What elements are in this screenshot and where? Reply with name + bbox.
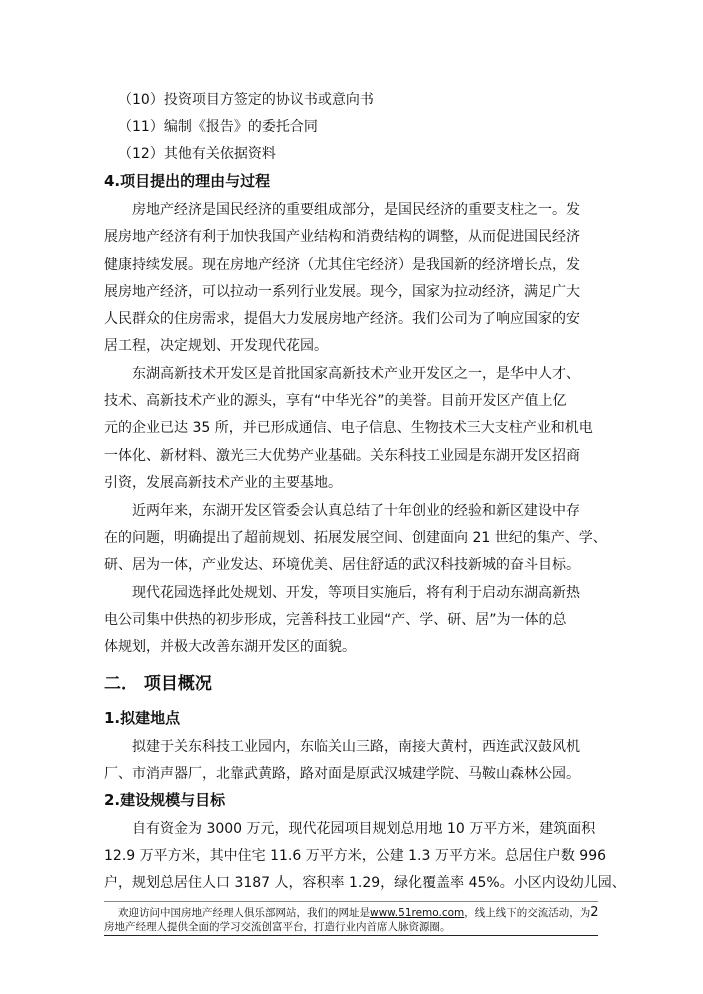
paragraph-line: 户，规划总居住人口 3187 人，容积率 1.29，绿化覆盖率 45%。小区内设幼儿园、 — [104, 875, 626, 891]
list-item: （10）投资项目方签定的协议书或意向书 — [118, 92, 374, 108]
paragraph-line: 元的企业已达 35 所，并已形成通信、电子信息、生物技术三大支柱产业和机电 — [104, 420, 593, 436]
paragraph-line: 展房地产经济，可以拉动一系列行业发展。现今，国家为拉动经济，满足广大 — [104, 284, 580, 300]
footer-text: ，线上线下的交流活动，为 — [464, 907, 591, 919]
paragraph-line: 技术、高新技术产业的源头，享有“中华光谷”的美誉。目前开发区产值上亿 — [104, 393, 567, 409]
paragraph-line: 自有资金为 3000 万元，现代花园项目规划总用地 10 万平方米，建筑面积 — [132, 821, 596, 837]
paragraph-line: 人民群众的住房需求，提倡大力发展房地产经济。我们公司为了响应国家的安 — [104, 311, 580, 327]
paragraph-line: 居工程，决定规划、开发现代花园。 — [104, 338, 328, 354]
footer-bottom-rule — [104, 935, 598, 936]
footer-text: 欢迎访问中国房地产经理人俱乐部网站，我们的网址是 — [118, 907, 370, 919]
list-item: （12）其他有关依据资料 — [118, 146, 276, 162]
paragraph-line: 房地产经济是国民经济的重要组成部分，是国民经济的重要支柱之一。发 — [132, 202, 580, 218]
paragraph-line: 展房地产经济有利于加快我国产业结构和消费结构的调整，从而促进国民经济 — [104, 229, 580, 245]
footer-line — [118, 906, 599, 920]
paragraph-line: 研、居为一体，产业发达、环境优美、居住舒适的武汉科技新城的奋斗目标。 — [104, 557, 580, 573]
paragraph-line: 厂、市消声器厂，北靠武黄路，路对面是原武汉城建学院、马鞍山森林公园。 — [104, 766, 580, 782]
footer-line: 房地产经理人提供全面的学习交流创富平台，打造行业内首席人脉资源圈。 — [104, 921, 451, 933]
page-number: 2 — [590, 905, 599, 920]
paragraph-line: 健康持续发展。现在房地产经济（尤其住宅经济）是我国新的经济增长点，发 — [104, 257, 580, 273]
paragraph-line: 近两年来，东湖开发区管委会认真总结了十年创业的经验和新区建设中存 — [132, 503, 580, 519]
paragraph-line: 电公司集中供热的初步形成，完善科技工业园“产、学、研、居”为一体的总 — [104, 612, 567, 628]
paragraph-line: 在的问题，明确提出了超前规划、拓展发展空间、创建面向 21 世纪的集产、学、 — [104, 530, 607, 546]
paragraph-line: 东湖高新技术开发区是首批国家高新技术产业开发区之一，是华中人才、 — [132, 366, 580, 382]
paragraph-line: 12.9 万平方米，其中住宅 11.6 万平方米，公建 1.3 万平方米。总居住户数 996 — [104, 848, 607, 864]
list-item: （11）编制《报告》的委托合同 — [118, 119, 318, 135]
subsection-heading: 1.拟建地点 — [104, 709, 181, 727]
section-heading: 4.项目提出的理由与过程 — [104, 172, 271, 190]
chapter-heading: 二． 项目概况 — [104, 674, 212, 694]
subsection-heading: 2.建设规模与目标 — [104, 791, 226, 809]
paragraph-line: 体规划，并极大改善东湖开发区的面貌。 — [104, 639, 356, 655]
paragraph-line: 拟建于关东科技工业园内，东临关山三路，南接大黄村，西连武汉鼓风机 — [132, 739, 580, 755]
paragraph-line: 一体化、新材料、激光三大优势产业基础。关东科技工业园是东湖开发区招商 — [104, 448, 580, 464]
footer-divider — [104, 901, 598, 902]
paragraph-line: 现代花园选择此处规划、开发，等项目实施后，将有利于启动东湖高新热 — [132, 585, 580, 601]
footer-website-link[interactable]: www.51remo.com — [370, 907, 465, 919]
paragraph-line: 引资，发展高新技术产业的主要基地。 — [104, 475, 342, 491]
